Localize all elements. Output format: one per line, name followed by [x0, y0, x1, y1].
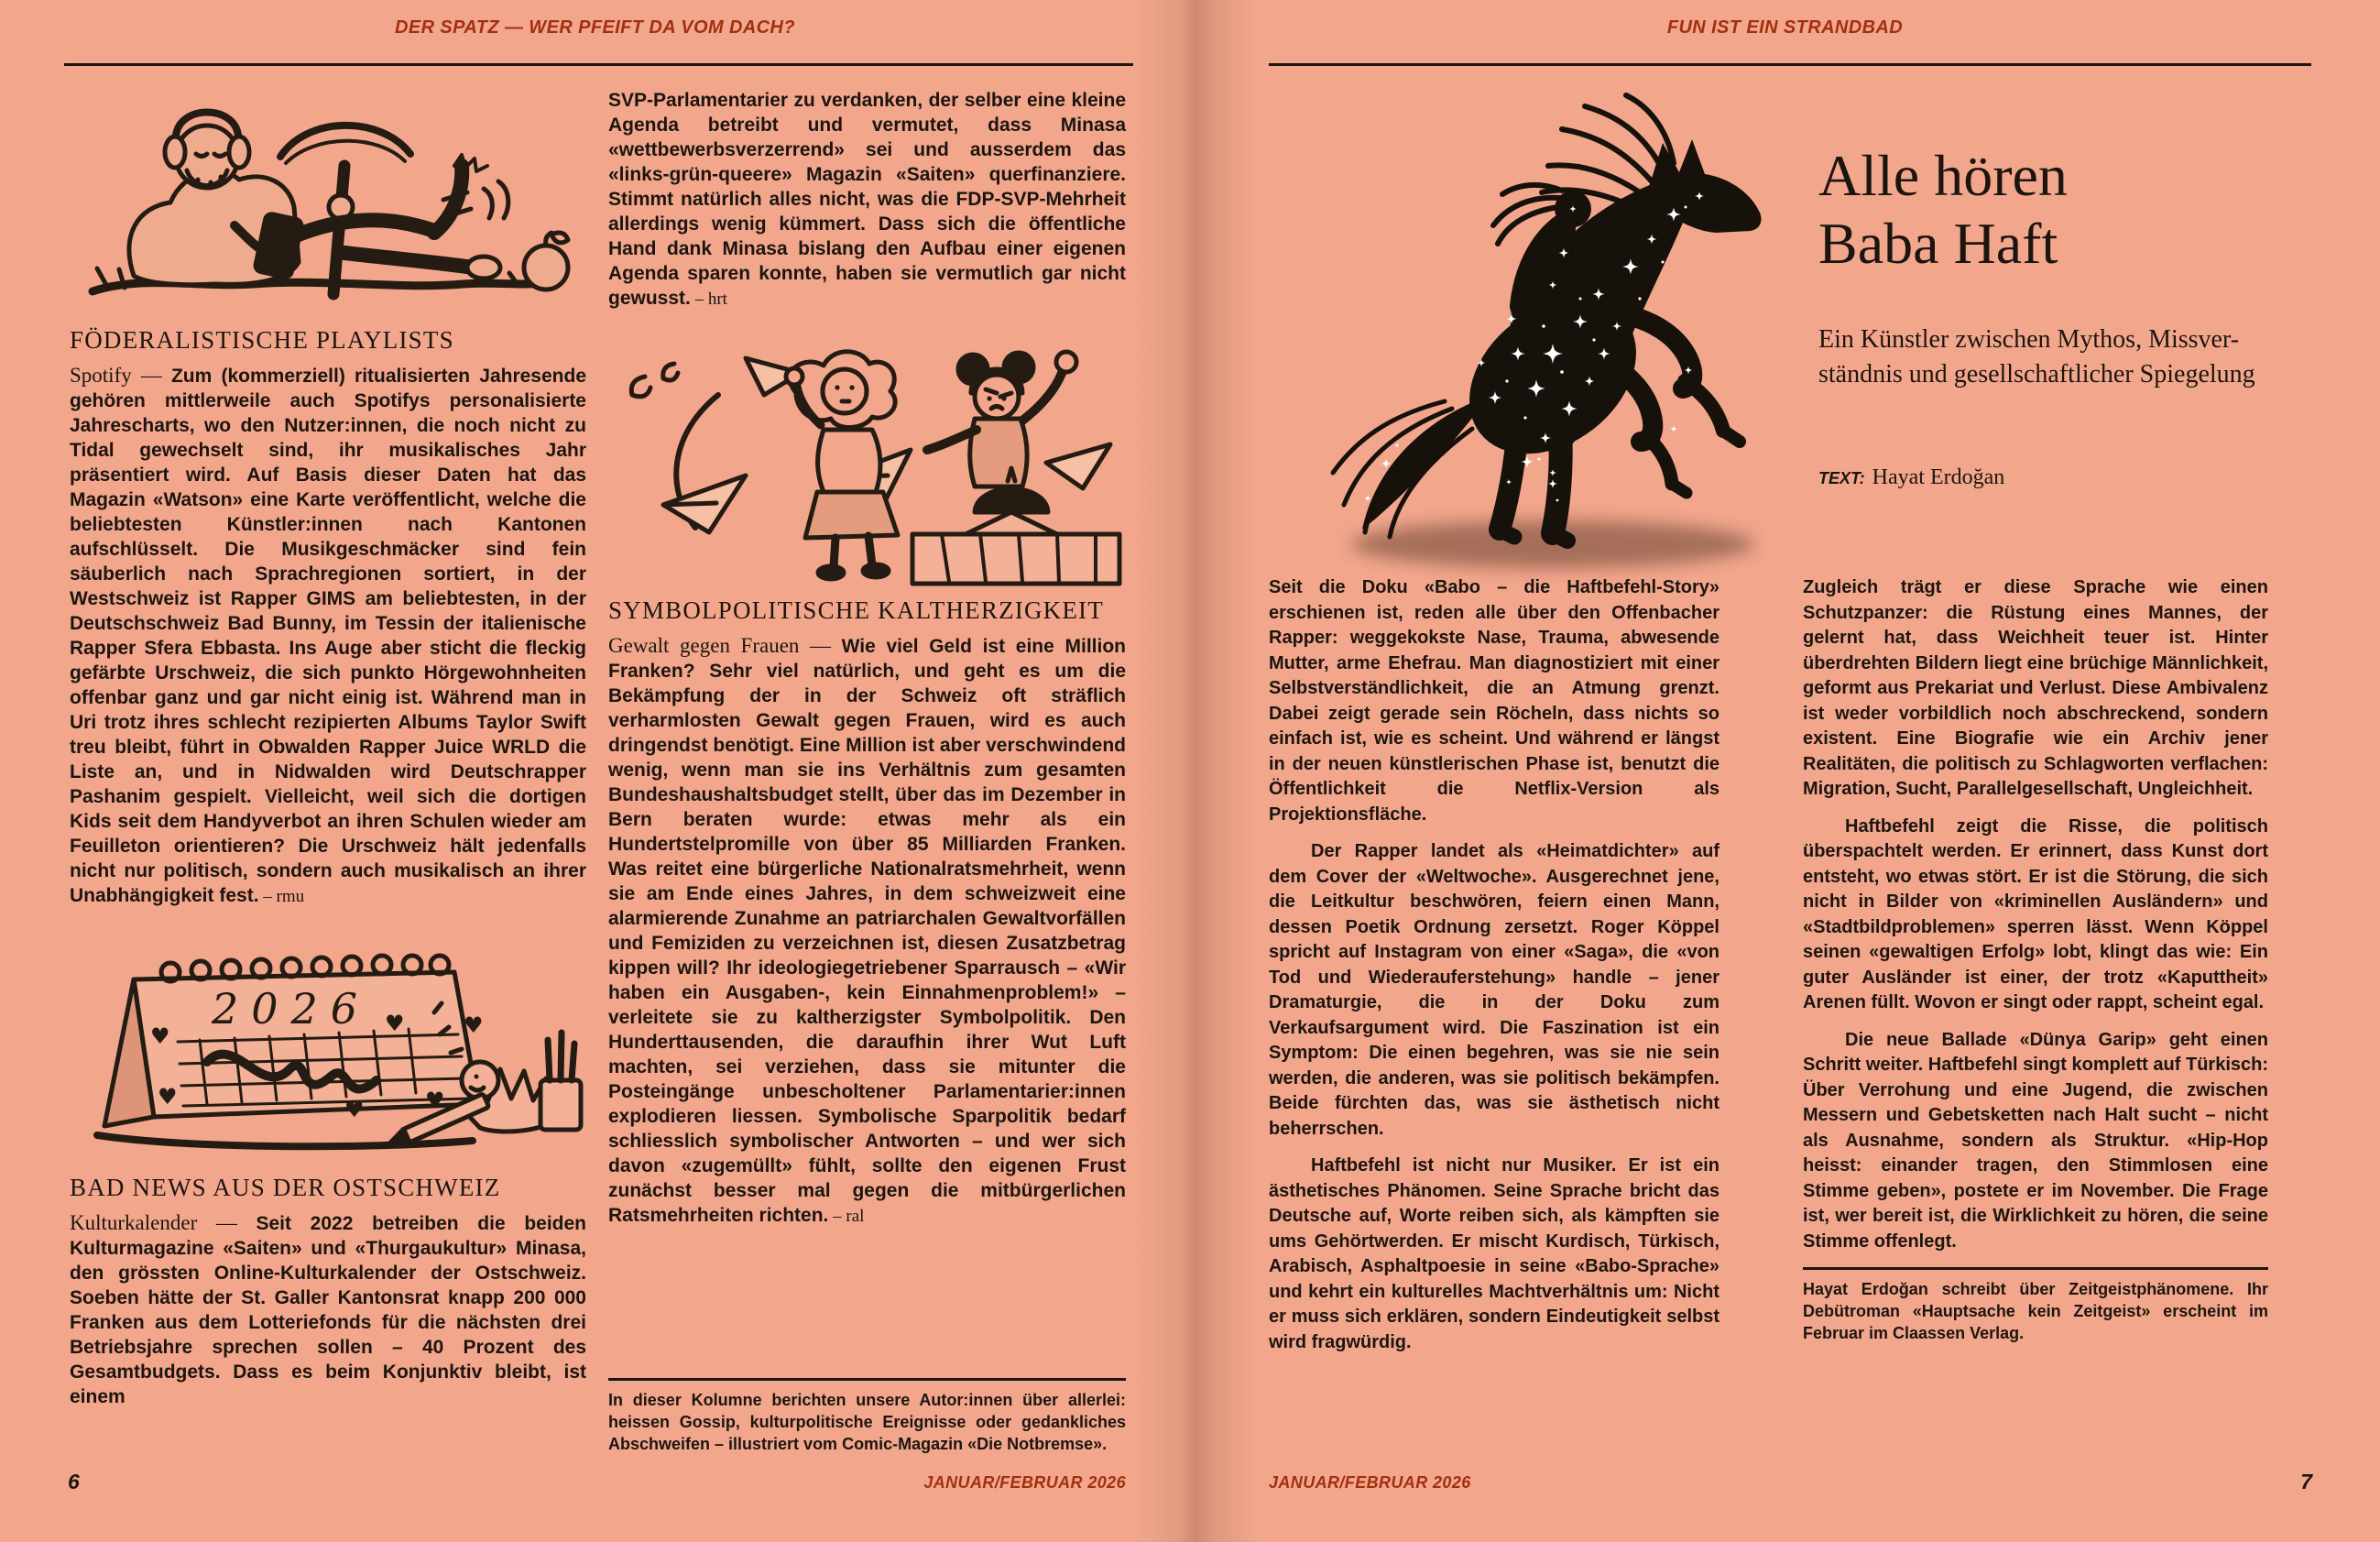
byline [1818, 465, 2004, 490]
right-column-1 [1269, 575, 1719, 1367]
svg-text:♥: ♥ [150, 1023, 170, 1049]
svg-text:♥: ♥ [425, 1088, 445, 1113]
horse-illustration [1278, 79, 1818, 585]
symbolpolitik-body: Wie viel Geld ist eine Million Franken? Sehr viel natürlich, und geht es um die Bekämpfung der in der Schweiz oft sträflich verharmlosten Gewalt gegen Frauen, wird es auch dringendst benötigt. Eine Million ist aber verschwindend wenig, wenn man sie ins Verhältnis zum gesamten Bundeshaushaltsbudget stellt, über das im Dezember in Bern beraten wurde: etwas mehr als ein Hundertstelpromille von über 85 Milliarden Franken. Was reitet eine bürgerliche Nationalratsmehrheit, wenn sie am Ende eines Jahres, in dem schweizweit eine alarmierende Zunahme an patriarchalen Gewaltvorfällen und Femiziden zu verzeichnen ist, diesen Zusatzbetrag kippen will? Ihr ideologiegetriebener Sparrausch – «Wir haben ein Ausgaben-, kein Einnahmenproblem!» – verleitete sie zu kaltherzigster Symbolpolitik. Den Hunderttausenden, die daraufhin ihrer Wut Luft machten, sei verziehen, dass sie mitunter die Posteingänge unbescholtener Parlamentarier:innen explodieren liessen. Symbolische Sparpolitik bedarf schliesslich symbolischer Antworten – und wer sich davon «zugemüllt» fühlt, sollte den eigenen Frust zunächst besser mal gegen die mitbürgerlichen Ratsmehrheiten richten. [608, 636, 1127, 1226]
badnews-body: Seit 2022 betreiben die beiden Kulturmagazine «Saiten» und «Thurgaukultur» Minasa, den grössten Online-Kulturkalender der Ostschweiz. Soeben hätte der St. Galler Kantonsrat knapp 200 000 Franken aus dem Lotteriefonds für die nächsten drei Betriebsjahre sprechen sollen – 40 Prozent des Gesamtbudgets. Dass es beim Konjunktiv bleibt, ist einem [70, 1213, 586, 1407]
smoke-curls [631, 364, 678, 397]
right-column-2 [1803, 575, 2268, 1344]
apple-leaf [551, 233, 568, 243]
left-column-2 [608, 88, 1126, 1228]
author-bio: Hayat Erdoğan schreibt über Zeitgeistphänomene. Ihr Debütroman «Hauptsache kein Zeitgeist» erscheint im Februar im Claassen Verlag. [1803, 1267, 2268, 1344]
left-column-1 [70, 79, 586, 1409]
playlists-signature: – rmu [258, 887, 305, 906]
article-paragraph: Haftbefehl zeigt die Risse, die politisch überspachtelt werden. Er erinnert, dass Kunst dort entsteht, wo etwas stört. Er ist die Störung, die sich nicht in Bilder von «kriminellen Ausländern» und «Stadtbildproblemen» sperren lässt. Wenn Köppel seinen «gewaltigen Erfolg» lobt, klingt das wie: Ein guter Ausländer ist einer, der trotz «Kaputtheit» Arenen füllt. Wovon er singt oder rappt, scheint egal. [1803, 815, 2268, 1012]
woman2-fist [1056, 352, 1076, 372]
woman1-legs [834, 536, 872, 567]
svp-paragraph [608, 88, 1126, 311]
article-title [1818, 142, 2331, 278]
subtitle-line-2: ständnis und gesellschaftlicher Spiegelung [1818, 360, 2255, 388]
article-paragraph: Seit die Doku «Babo – die Haftbefehl-Story» erschienen ist, reden alle über den Offenbacher Rapper: weggekokste Nase, Trauma, abwesende Mutter, arme Ehefrau. Man diagnostiziert mit einer Selbstverständlichkeit, die an Atmung grenzt. Dabei zeigt gerade sein Röcheln, dass nichts so einfach ist, wie es scheint. Und während er längst in der neuen künstlerischen Phase ist, benutzt die Öffentlichkeit die Netflix-Version als Projektionsfläche. [1269, 577, 1719, 825]
column-footnote: In dieser Kolumne berichten unsere Autor:innen über allerlei: heissen Gossip, kulturpolitische Ereignisse oder gedankliches Abschweifen – illustriert vom Comic-Magazin «Die Notbremse». [608, 1378, 1126, 1455]
woman1-shoe-left [818, 566, 844, 579]
svg-text:♥: ♥ [464, 1012, 484, 1038]
right-footer-date: JANUAR/FEBRUAR 2026 [1269, 1473, 1471, 1492]
motion-marks [484, 181, 508, 218]
pencil-cup [540, 1080, 581, 1130]
paper-planes-illustration [608, 336, 1126, 589]
symbolpolitik-signature: – ral [828, 1207, 865, 1226]
title-line-2: Baba Haft [1818, 210, 2058, 276]
headphone-right [229, 137, 249, 168]
woman1-hand [786, 368, 802, 385]
cup-pencils [548, 1033, 574, 1080]
headphone-left [165, 137, 185, 168]
woman2-face [975, 375, 1019, 419]
apple [524, 246, 568, 290]
resting-leg [344, 253, 473, 268]
svg-text:♥: ♥ [158, 1084, 178, 1110]
left-head-rule [64, 63, 1133, 66]
foot [467, 257, 500, 279]
article-paragraph: Die neue Ballade «Dünya Garip» geht einen Schritt weiter. Haftbefehl singt komplett auf Türkisch: Über Verrohung und eine Jugend, die zwischen Messern und Gebetsketten nach Halt sucht – nicht als Ausnahme, sondern als Struktur. «Hip-Hop heisst: einander tragen, den Stimmlosen eine Stimme geben», postete er im November. Die Frage ist, wer bereit ist, die Wirklichkeit zu hören, die seine Stimme offenlegt. [1803, 1029, 2268, 1252]
title-line-1: Alle hören [1818, 142, 2068, 208]
woman1-shoe-right [863, 564, 889, 577]
left-page-number: 6 [68, 1470, 80, 1493]
woman2-frown [991, 407, 1002, 410]
left-footer-date: JANUAR/FEBRUAR 2026 [923, 1473, 1126, 1492]
playlists-body: Zum (kommerziell) ritualisierten Jahresende gehören mittlerweile auch Spotifys personalisierte Jahrescharts, wo den Nutzer:innen, die noch nicht zu Tidal gewechselt sind, ihr musikalisches Jahr präsentiert wird. Auf Basis dieser Daten hat das Magazin «Watson» eine Karte veröffentlicht, welche die beliebtesten Künstler:innen nach Kantonen aufschlüsselt. Die Musikgeschmäcker sind fein säuberlich nach Sprachregionen sortiert, in der Westschweiz ist Rapper GIMS am beliebtesten, in der Deutschschweiz Bad Bunny, im Tessin der italienische Rapper Sfera Ebbasta. Ins Auge aber sticht die fleckig gefärbte Urschweiz, die sich punkto Hörgewohnheiten offenbar ganz und gar nicht einig ist. Während man in Uri trotz ihres schlecht rezipierten Albums Taylor Swift treu bleibt, führt in Obwalden Rapper Juice WRLD die Liste an, und in Nidwalden wird Deutschrapper Pashanim gespielt. Vielleicht, weil sich die dortigen Kids seit dem Handyverbot an ihren Schulen wieder am Feuilleton orientieren? Die Urschweiz hält jedenfalls nicht nur politisch, sondern auch musikalisch an ihrer Unabhängigkeit fest. [70, 366, 586, 906]
subtitle-line-1: Ein Künstler zwischen Mythos, Missver- [1818, 325, 2240, 354]
hedgehog-smile [471, 1088, 484, 1090]
byline-label: TEXT: [1818, 469, 1865, 487]
page-gutter-shadow [1134, 0, 1257, 1542]
crossbow-string [286, 141, 405, 163]
parliament-dome [975, 489, 1048, 513]
svg-text:♥: ♥ [385, 1011, 405, 1036]
woman1-face [823, 369, 867, 413]
svp-signature: – hrt [690, 290, 727, 309]
article-paragraph: Zugleich trägt er diese Sprache wie einen Schutzpanzer: die Rüstung eines Mannes, der gelernt hat, dass Weichheit teuer ist. Hinter überdrehten Bildern liegt eine brüchige Männlichkeit, geformt aus Prekariat und Verlust. Diese Ambivalenz ist weder vorbildlich noch abschreckend, sondern existent. Eine Biografie wie ein Archiv jener Realitäten, die politisch zu Schlagworten verflachen: Migration, Sucht, Parallelgesellschaft, Ungleichheit. [1803, 577, 2268, 799]
svp-body: SVP-Parlamentarier zu verdanken, der selber eine kleine Agenda betreibt und vermutet, dass Minasa «wettbewerbsverzerrend» sei und ausserdem das «links-grün-queere» Magazin «Saiten» querfinanziere. Stimmt natürlich alles nicht, was die FDP-SVP-Mehrheit allerdings wenig kümmert. Dass sich die öffentliche Hand dank Minasa bislang den Aufbau einer eigenen Agenda sparen konnte, haben sie vermutlich gar nicht gewusst. [608, 90, 1126, 309]
right-page-number: 7 [2300, 1470, 2312, 1493]
thigh [299, 220, 431, 235]
playlists-kicker: Spotify — [70, 364, 171, 387]
symbolpolitik-kicker: Gewalt gegen Frauen — [608, 634, 842, 657]
badnews-heading: BAD NEWS AUS DER OSTSCHWEIZ [70, 1174, 501, 1201]
horse-silhouette [1333, 95, 1762, 541]
playlists-heading: FÖDERALISTISCHE PLAYLISTS [70, 326, 454, 354]
woman1-torso [818, 430, 880, 492]
hedgehog-eye [475, 1075, 479, 1079]
article-paragraph: Haftbefehl ist nicht nur Musiker. Er ist ein ästhetisches Phänomen. Seine Sprache bricht das Deutsche auf, Worte reiben sich, als kämpften sie ums Gehörtwerden. Er mischt Kurdisch, Türkisch, Arabisch, Asphaltpoesie in seine «Babo-Sprache» und kehrt ein kulturelles Machtverhältnis um: Nicht er muss sich erklären, sondern Eindeutigkeit selbst wird fragwürdig. [1269, 1155, 1719, 1352]
tell-illustration [70, 79, 586, 315]
symbolpolitik-heading: SYMBOLPOLITISCHE KALTHERZIGKEIT [608, 596, 1104, 624]
paper-plane-right [1046, 444, 1110, 488]
svg-text:♥: ♥ [344, 1097, 365, 1122]
left-running-head: DER SPATZ — WER PFEIFT DA VOM DACH? [395, 17, 795, 38]
symbolpolitik-paragraph [608, 633, 1126, 1228]
calendar-year-label: 2026 [212, 984, 371, 1033]
right-running-head: FUN IST EIN STRANDBAD [1666, 17, 1904, 38]
badnews-kicker: Kulturkalender — [70, 1211, 257, 1234]
right-head-rule [1269, 63, 2311, 66]
calendar-illustration [70, 923, 586, 1163]
article-paragraph: Der Rapper landet als «Heimatdichter» auf dem Cover der «Weltwoche». Ausgerechnet jene, die Leitkultur beschwören, feiern einen Mann, dessen Poetik Ordnung zersetzt. Roger Köppel spricht auf Instagram von einer «Saga», die «von Tod und Wiederauferstehung» handle – jener Dramaturgie, die in der Doku zum Verkaufsargument wird. Die Faszination ist ein Symptom: Die einen begehren, was sie nie sein werden, die anderen, was sie politisch bekämpfen. Beide fürchten das, was sie ästhetisch nicht beherrschen. [1269, 841, 1719, 1139]
article-subtitle [1818, 323, 2331, 392]
parliament-pediment [966, 512, 1057, 534]
byline-name: Hayat Erdoğan [1872, 465, 2005, 489]
playlists-paragraph [70, 363, 586, 908]
woman1-skirt [805, 492, 898, 538]
badnews-paragraph [70, 1210, 586, 1409]
